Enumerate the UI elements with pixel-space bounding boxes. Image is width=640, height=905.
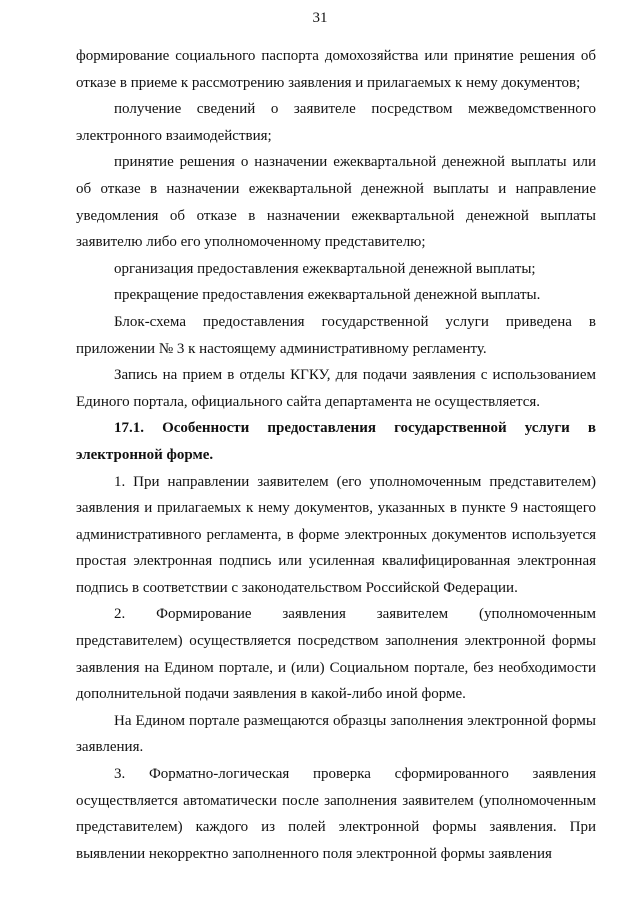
paragraph-4: организация предоставления ежеквартальной денежной выплаты;	[114, 260, 536, 277]
paragraph-1: формирование социального паспорта домохозяйства или принятие решения об отказе в приеме к рассмотрению заявления и прилагаемых к нему документов;	[76, 48, 596, 91]
paragraph-7: Запись на прием в отделы КГКУ, для подачи заявления с использованием Единого портала, официального сайта департамента не осуществляется.	[76, 367, 596, 410]
paragraph-2: получение сведений о заявителе посредством межведомственного электронного взаимодействия;	[76, 101, 596, 144]
paragraph-item-1: 1. При направлении заявителем (его уполномоченным представителем) заявления и прилагаемых к нему документов, указанных в пункте 9 настоящего административного регламента, в форме электронных документов используется простая электронная подпись или усиленная квалифицированная электронная подпись в соответствии с законодательством Российской Федерации.	[76, 473, 596, 596]
section-heading-17-1: 17.1. Особенности предоставления государственной услуги в электронной форме.	[76, 420, 596, 463]
page-number: 31	[312, 10, 328, 26]
document-body	[76, 43, 596, 867]
paragraph-item-3: 3. Форматно-логическая проверка сформированного заявления осуществляется автоматически после заполнения заявителем (уполномоченным представителем) каждого из полей электронной формы заявления. При выявлении некорректно заполненного поля электронной формы заявления	[76, 766, 596, 862]
paragraph-3: принятие решения о назначении ежеквартальной денежной выплаты или об отказе в назначении ежеквартальной денежной выплаты и направление уведомления об отказе в назначении ежеквартальной денежной выплаты заявителю либо его уполномоченному представителю;	[76, 154, 596, 251]
paragraph-6: Блок-схема предоставления государственной услуги приведена в приложении № 3 к настоящему административному регламенту.	[76, 313, 596, 357]
paragraph-samples: На Едином портале размещаются образцы заполнения электронной формы заявления.	[76, 712, 596, 756]
paragraph-item-2: 2. Формирование заявления заявителем (уполномоченным представителем) осуществляется посредством заполнения электронной формы заявления на Едином портале, и (или) Социальном портале, без необходимости дополнительной подачи заявления в какой-либо иной форме.	[76, 606, 596, 703]
paragraph-5: прекращение предоставления ежеквартальной денежной выплаты.	[114, 287, 541, 304]
